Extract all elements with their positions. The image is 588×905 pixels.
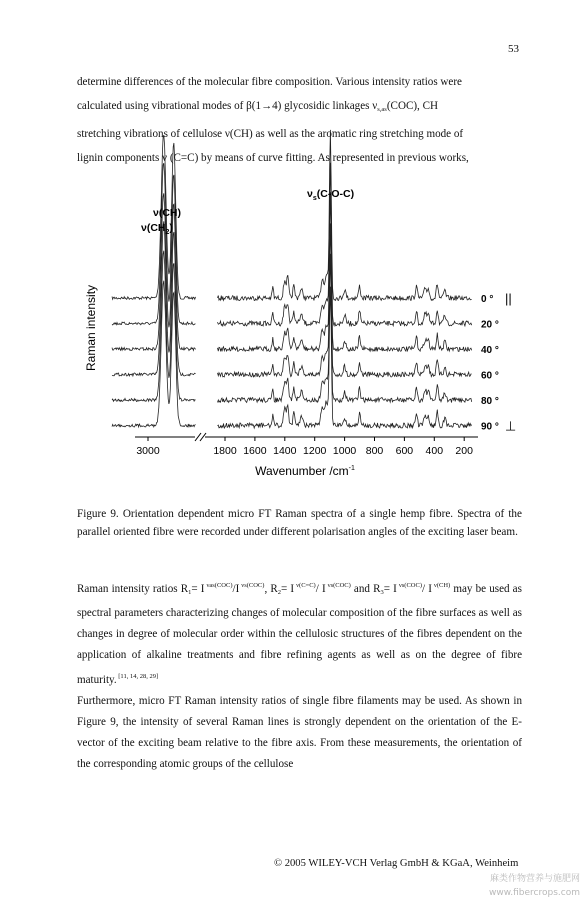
y-axis-label: Raman intensity xyxy=(84,284,98,372)
intro-paragraph xyxy=(77,70,522,170)
x-tick-label: 1400 xyxy=(273,445,297,457)
x-tick-labels xyxy=(136,445,473,457)
series-label: 60 ° xyxy=(481,370,499,382)
page-number: 53 xyxy=(508,43,519,55)
series-label: 20 ° xyxy=(481,319,499,331)
spectrum-ch-segment xyxy=(112,251,196,402)
copyright-footer: © 2005 WILEY-VCH Verlag GmbH & KGaA, Weinheim xyxy=(274,858,519,869)
x-axis xyxy=(135,433,478,441)
series-label: 40 ° xyxy=(481,345,499,356)
x-tick-label: 3000 xyxy=(136,445,160,457)
spectrum-ch-segment xyxy=(112,221,196,376)
peak-label: ν(CH) xyxy=(153,207,181,219)
intro-line-1: determine differences of the molecular fibre composition. Various intensity ratios were xyxy=(77,76,462,88)
peak-label: $\nu(CH_2)$ xyxy=(141,222,173,236)
intro-line-2: calculated using vibrational modes of β(1→4) glycosidic linkages $\nu_{s,as}(COC)$, CH xyxy=(77,100,439,113)
raman-figure xyxy=(83,183,517,483)
x-tick-label: 200 xyxy=(455,445,473,457)
spectra-traces xyxy=(112,130,472,428)
ratios-paragraph: Raman intensity ratios $R_1= I$ $^{\nu as(COC)}$/I $^{\nu s(COC)}$, $R_2= I$ $^{\nu(C=C)}$/ I $^{\nu s(COC)}$ and $R_3= I$ $^{\nu s(COC)}$/ I $^{\nu(CH)}$ may be used as spectral parameters characterizing changes of molecular composition of the fibre surfaces as well as changes in degree of molecular order within the cellulosic structures of the fibres dependent on the application of alkaline treatments and fibre refining agents as well as on the degree of fibre maturity. [11, 14, 28, 29] xyxy=(77,582,522,686)
intro-line-4: lignin components ν (C=C) by means of curve fitting. As represented in previous works, xyxy=(77,152,469,164)
spectrum-fingerprint-segment xyxy=(218,287,472,428)
spectrum-fingerprint-segment xyxy=(218,192,472,351)
x-tick-label: 800 xyxy=(365,445,384,457)
spectrum-fingerprint-segment xyxy=(218,254,472,403)
series-label: 80 ° xyxy=(481,396,499,407)
spectrum-ch-segment xyxy=(112,281,196,427)
orientation-marker: ⊥ xyxy=(505,418,517,434)
x-tick-label: 1800 xyxy=(213,445,237,457)
spectrum-ch-segment xyxy=(112,163,196,325)
axis-break-mark xyxy=(195,433,201,441)
x-tick-label: 1200 xyxy=(303,445,327,457)
intro-line-3: stretching vibrations of cellulose ν(CH) as well as the aromatic ring stretching mode of xyxy=(77,128,464,140)
x-tick-label: 400 xyxy=(425,445,444,457)
body-text xyxy=(77,575,522,775)
orientation-marker: || xyxy=(505,291,512,306)
x-tick-label: 1000 xyxy=(332,445,357,457)
x-tick-label: 1600 xyxy=(243,445,267,457)
series-labels xyxy=(481,291,516,434)
spectrum-fingerprint-segment xyxy=(218,223,472,377)
x-axis-label: Wavenumber $/cm^{-1}$ xyxy=(255,464,355,478)
x-tick-label: 600 xyxy=(395,445,414,457)
peak-label: $\nu_s(C-O-C)$ xyxy=(307,188,355,202)
series-label: 0 ° xyxy=(481,294,494,305)
raman-spectra-chart xyxy=(83,183,517,483)
orientation-paragraph: Furthermore, micro FT Raman intensity ratios of single fibre filaments may be used. As shown in Figure 9, the intensity of several Raman lines is strongly dependent on the orientation of the E-vector of the exciting beam relative to the fibre axis. From these measurements, the orientation of the corresponding atomic groups of the cellulose xyxy=(77,695,522,770)
figure-caption: Figure 9. Orientation dependent micro FT Raman spectra of a single hemp fibre. Spectra of the parallel oriented fibre were recorded under different polarisation angles of the exciting laser beam. xyxy=(77,508,522,538)
watermark: 麻类作物营养与施肥网 www.fibercrops.com xyxy=(489,874,580,898)
series-label: 90 ° xyxy=(481,421,499,433)
